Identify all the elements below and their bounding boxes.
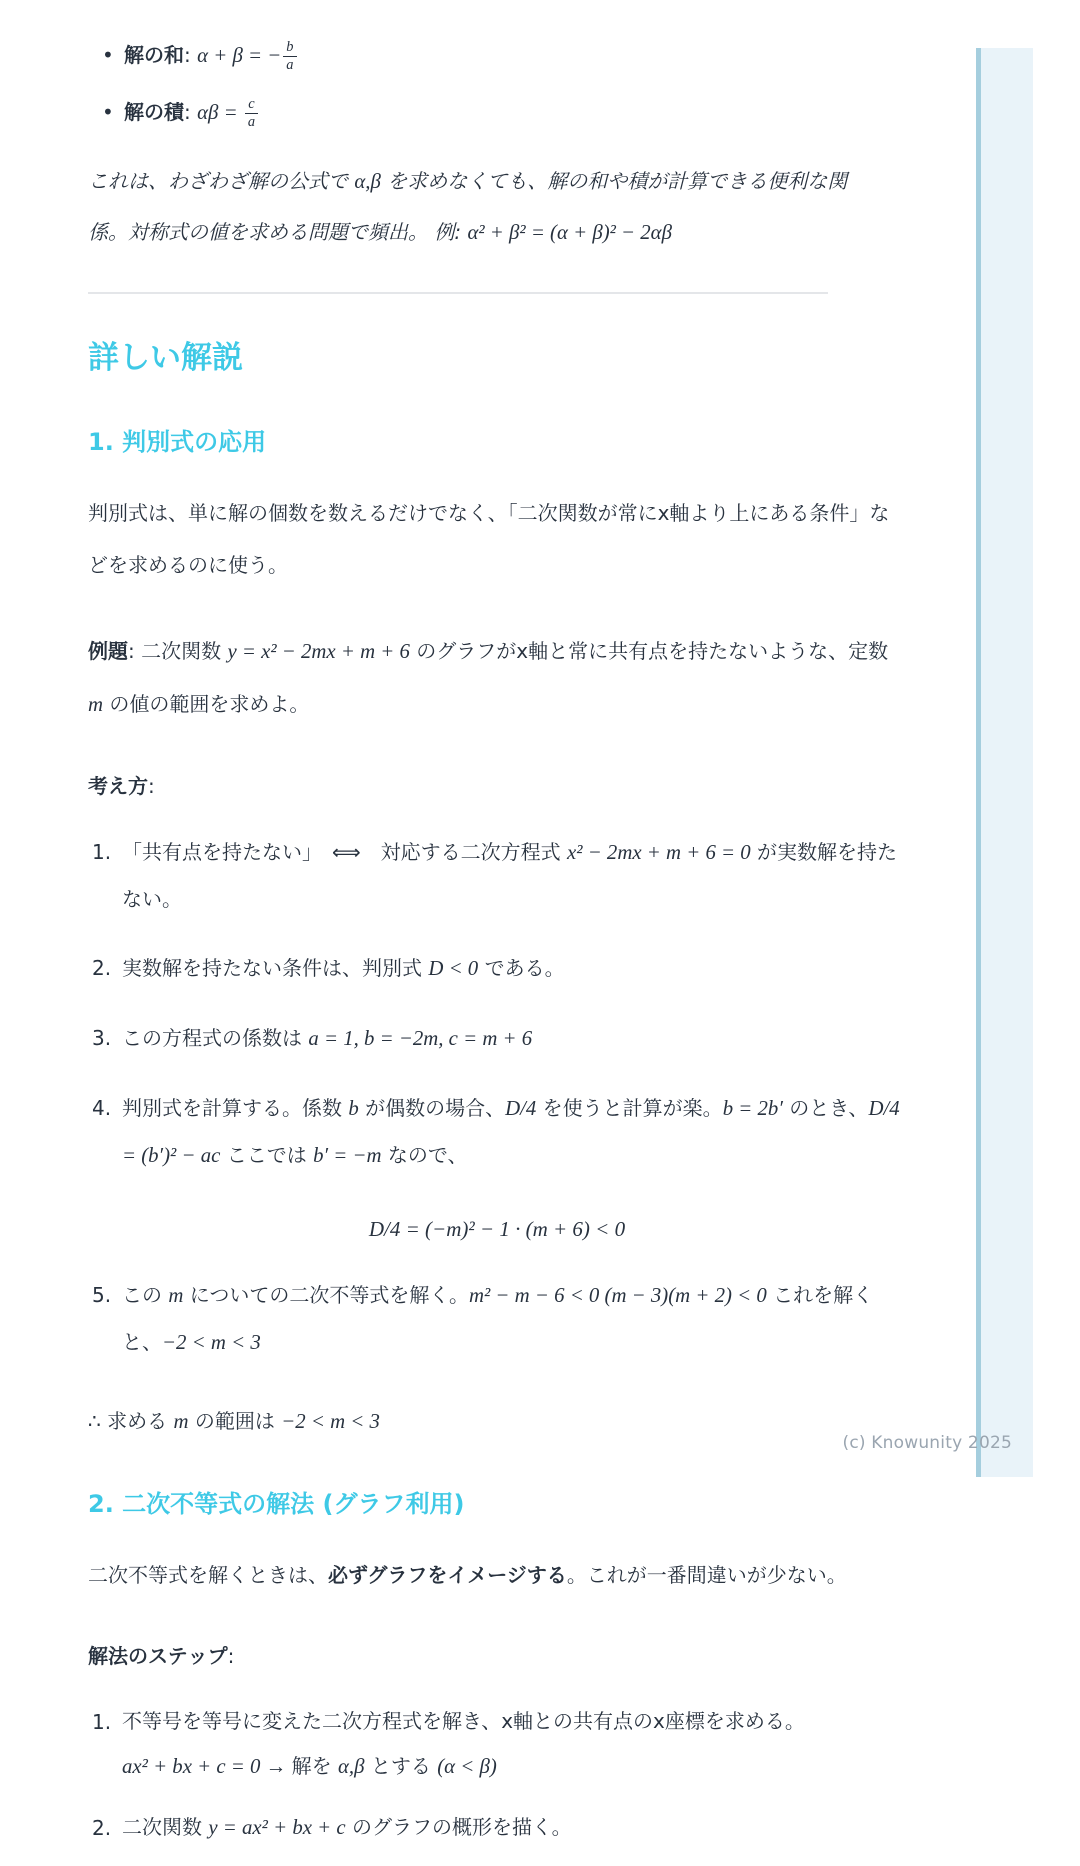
fraction: [245, 96, 258, 130]
math-product-formula: αβ =: [197, 101, 243, 124]
intro-italic-paragraph: [88, 156, 878, 258]
bullet-sum-of-roots: [88, 34, 906, 77]
fraction-denominator: a: [283, 56, 296, 74]
graph-method-paragraph: [88, 1549, 906, 1601]
fraction-numerator: c: [248, 96, 255, 113]
bullet-sep: :: [184, 43, 198, 67]
approach-colon: :: [148, 774, 155, 799]
step-text: のグラフの概形を描く。: [345, 1815, 572, 1840]
step-text: 解を: [291, 1754, 338, 1779]
bullet-sep: :: [184, 100, 198, 124]
math-m: m: [168, 1284, 184, 1308]
math-general-quadratic: y = ax² + bx + c: [208, 1816, 346, 1840]
example-problem-paragraph: [88, 625, 906, 731]
step-text: が偶数の場合、: [358, 1096, 506, 1121]
conclusion-line: [88, 1404, 906, 1439]
math-discriminant-condition: D < 0: [428, 957, 479, 981]
intro-text: を求めなくても、解の和や積が計算できる便利な関係。対称式の値を求める問題で頻出。 例:: [88, 169, 848, 244]
step-1: [88, 829, 906, 922]
math-coefficients: a = 1, b = −2m, c = m + 6: [308, 1027, 533, 1051]
fraction-numerator: b: [286, 39, 294, 56]
step-text: とする: [364, 1754, 438, 1779]
example-text: のグラフがx軸と常に共有点を持たないような、定数: [409, 639, 889, 664]
step-3: [88, 1015, 906, 1062]
math-d-over-4: D/4: [505, 1097, 537, 1121]
section-heading: 詳しい解説: [88, 340, 243, 376]
step-text: これを解くと、: [122, 1283, 874, 1355]
step-text: 不等号を等号に変えた二次方程式を解き、x軸との共有点のx座標を求める。: [122, 1709, 805, 1734]
conclusion-text: の範囲は: [188, 1409, 282, 1434]
math-b-equals-2b-prime: b = 2b′: [722, 1097, 783, 1121]
step-text: 対応する二次方程式: [360, 840, 568, 865]
graph-step-1: [88, 1699, 906, 1789]
example-text: : 二次関数: [128, 639, 228, 664]
therefore-symbol: ∴: [88, 1409, 101, 1434]
formula-bullet-list: [88, 34, 906, 134]
math-alpha-less-beta: (α < β): [437, 1755, 497, 1779]
solution-steps-list: [88, 829, 906, 1366]
math-quadratic-equation: x² − 2mx + m + 6 = 0: [567, 841, 751, 865]
steps-label-line: [88, 1641, 906, 1671]
math-inequality-factored: m² − m − 6 < 0 (m − 3)(m + 2) < 0: [468, 1284, 767, 1308]
step-text: 判別式を計算する。係数: [122, 1096, 349, 1121]
step-text: のとき、: [782, 1096, 869, 1121]
discriminant-intro-paragraph: 判別式は、単に解の個数を数えるだけでなく、「二次関数が常にx軸より上にある条件」などを求めるのに使う。: [88, 501, 890, 578]
math-final-range: −2 < m < 3: [281, 1410, 380, 1434]
step-text: 二次関数: [122, 1815, 209, 1840]
iff-arrow: ⟺: [332, 840, 361, 865]
math-d4-formula: D/4 = (b′)² − ac: [122, 1097, 900, 1168]
steps-label: 解法のステップ: [88, 1644, 228, 1669]
subsection-2-heading: 2. 二次不等式の解法 (グラフ利用): [88, 1490, 465, 1519]
step-4: [88, 1085, 906, 1249]
watermark: (c) Knowunity 2025: [842, 1433, 1012, 1453]
step-text: についての二次不等式を解く。: [183, 1283, 469, 1308]
fraction-denominator: a: [245, 113, 258, 131]
bullet-label: 解の和: [124, 43, 184, 67]
math-alpha-beta: α,β: [354, 170, 381, 193]
bullet-product-of-roots: [88, 91, 906, 134]
approach-label: 考え方: [88, 774, 148, 799]
approach-label-line: [88, 771, 906, 801]
example-text: の値の範囲を求めよ。: [103, 692, 310, 717]
step-5: [88, 1272, 906, 1366]
math-m: m: [88, 693, 104, 717]
step-text: が実数解を持たない。: [122, 840, 898, 912]
math-equation-setup: ax² + bx + c = 0 →: [122, 1755, 292, 1779]
intro-text: これは、わざわざ解の公式で: [88, 169, 355, 193]
step-text: 「共有点を持たない」: [122, 840, 332, 865]
math-b-prime-value: b′ = −m: [313, 1144, 382, 1168]
step-text: この方程式の係数は: [122, 1026, 309, 1051]
steps-colon: :: [227, 1644, 235, 1669]
math-solution-range: −2 < m < 3: [162, 1331, 261, 1355]
paragraph-text: 二次不等式を解くときは、: [88, 1563, 328, 1588]
bullet-label: 解の積: [124, 100, 184, 124]
step-text: なので、: [381, 1143, 468, 1168]
step-2: [88, 945, 906, 992]
display-equation: D/4 = (−m)² − 1 · (m + 6) < 0: [368, 1217, 626, 1242]
math-m: m: [173, 1410, 189, 1434]
math-alpha-beta: α,β: [337, 1755, 365, 1779]
emphasis-text: 必ずグラフをイメージする: [328, 1563, 567, 1588]
step-text: 実数解を持たない条件は、判別式: [122, 956, 429, 981]
section-divider: [88, 292, 828, 294]
fraction: [283, 39, 296, 73]
math-sum-formula: α + β = −: [197, 44, 282, 67]
document-content: [88, 34, 906, 1866]
step-text: この: [122, 1283, 169, 1308]
graph-steps-list: [88, 1699, 906, 1850]
step-text: である。: [478, 956, 565, 981]
conclusion-text: 求める: [100, 1409, 174, 1434]
graph-step-2: [88, 1805, 906, 1850]
math-quadratic-function: y = x² − 2mx + m + 6: [227, 640, 410, 664]
math-b: b: [348, 1097, 359, 1121]
example-label: 例題: [88, 639, 128, 664]
right-margin-strip: [976, 48, 1033, 1477]
math-symmetric-identity: α² + β² = (α + β)² − 2αβ: [467, 221, 672, 244]
paragraph-text: 。これが一番間違いが少ない。: [566, 1563, 847, 1588]
subsection-1-heading: 1. 判別式の応用: [88, 428, 267, 457]
step-text: ここでは: [220, 1143, 314, 1168]
step-text: を使うと計算が楽。: [536, 1096, 723, 1121]
